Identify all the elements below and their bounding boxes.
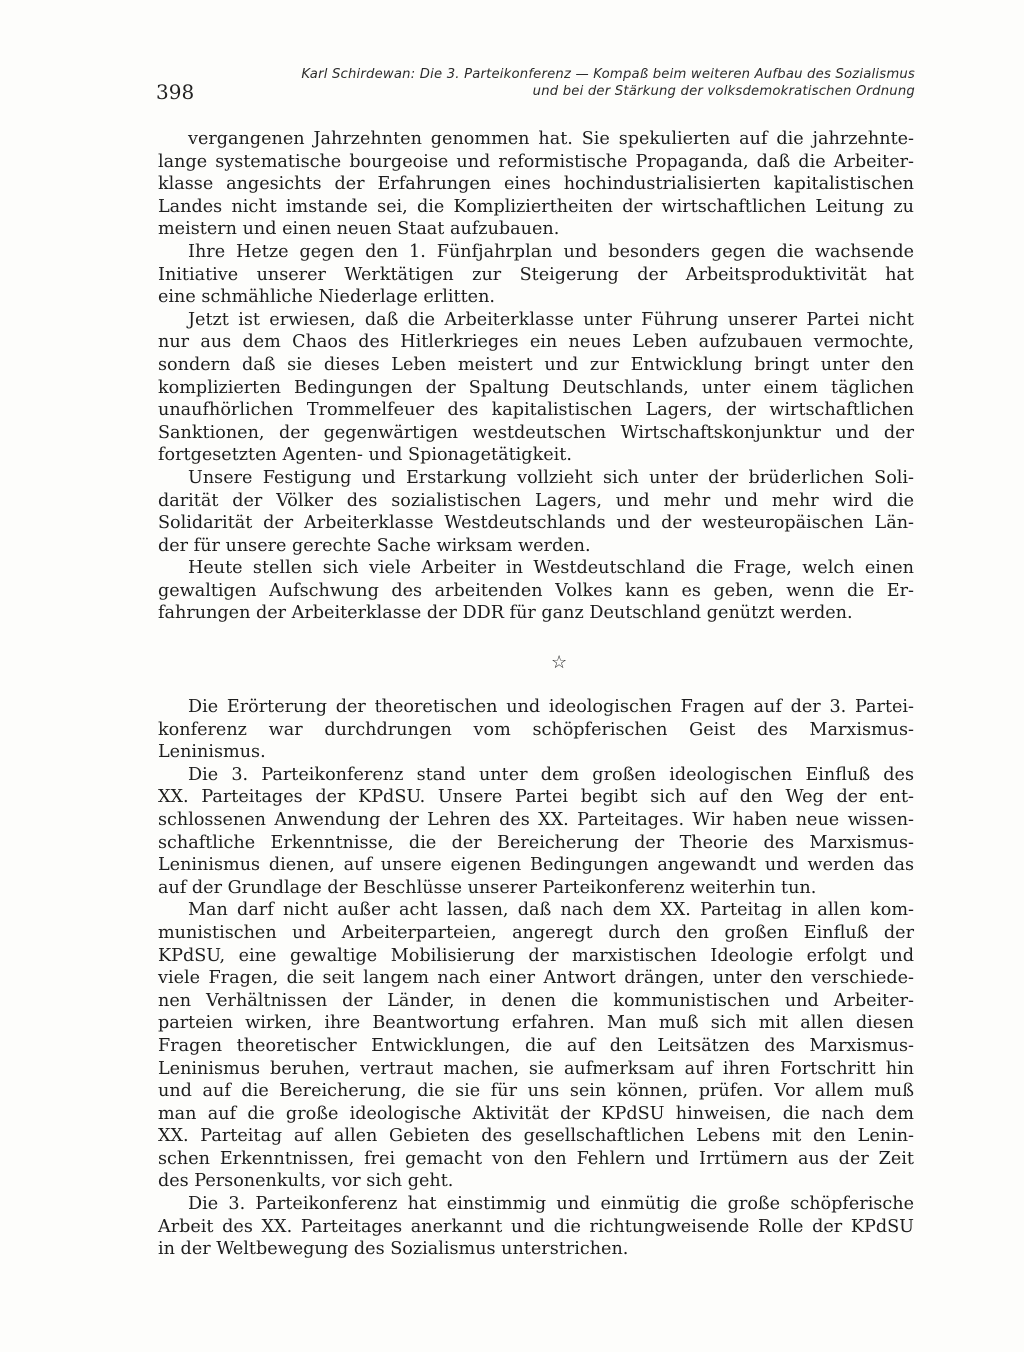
text-line: in der Weltbewegung des Sozialismus unterstrichen. [158,1239,629,1260]
text-line: Fragen theoretischer Entwicklungen, die auf den Leitsätzen des Marxismus- [158,1035,914,1056]
paragraph [158,241,914,309]
text-block-2 [158,696,914,1261]
text-line: Jetzt ist erwiesen, daß die Arbeiterklasse unter Führung unserer Partei nicht [188,309,914,330]
paragraph [158,696,914,764]
text-line: schlossenen Anwendung der Lehren des XX. Parteitages. Wir haben neue wissen- [158,809,914,830]
section-separator-star-icon: ☆ [551,652,568,673]
text-line: XX. Parteitages der KPdSU. Unsere Partei begibt sich auf den Weg der ent- [158,787,914,808]
text-line: Solidarität der Arbeiterklasse Westdeutschlands und der westeuropäischen Län- [158,513,914,534]
paragraph [158,128,914,241]
text-line: der für unsere gerechte Sache wirksam werden. [158,535,591,556]
text-line: eine schmähliche Niederlage erlitten. [158,287,495,308]
text-block-1 [158,128,914,625]
text-line: viele Fragen, die seit langem nach einer Antwort drängen, unter den verschiede- [158,968,914,989]
text-line: Sanktionen, der gegenwärtigen westdeutschen Wirtschaftskonjunktur und der [158,422,914,443]
page-number: 398 [156,80,195,104]
text-line: Die 3. Parteikonferenz hat einstimmig und einmütig die große schöpferische [188,1194,914,1215]
text-line: Heute stellen sich viele Arbeiter in Westdeutschland die Frage, welch einen [188,558,914,579]
text-line: Leninismus. [158,742,266,763]
text-line: munistischen und Arbeiterparteien, angeregt durch den großen Einfluß der [158,922,914,943]
text-line: unaufhörlichen Trommelfeuer des kapitalistischen Lagers, der wirtschaftlichen [158,400,914,421]
text-line: KPdSU, eine gewaltige Mobilisierung der marxistischen Ideologie erfolgt und [158,945,914,966]
text-line: Die 3. Parteikonferenz stand unter dem großen ideologischen Einfluß des [188,764,914,785]
text-line: komplizierten Bedingungen der Spaltung Deutschlands, unter einem täglichen [158,377,914,398]
text-line: Arbeit des XX. Parteitages anerkannt und die richtungweisende Rolle der KPdSU [158,1216,914,1237]
text-line: schen Erkenntnissen, frei gemacht von den Fehlern und Irrtümern aus der Zeit [158,1148,914,1169]
text-line: fahrungen der Arbeiterklasse der DDR für ganz Deutschland genützt werden. [158,603,853,624]
text-line: und auf die Bereicherung, die sie für uns sein können, prüfen. Vor allem muß [158,1081,914,1102]
running-header-line-2: und bei der Stärkung der volksdemokratischen Ordnung [532,84,915,99]
text-line: Initiative unserer Werktätigen zur Steigerung der Arbeitsproduktivität hat [158,264,914,285]
text-line: Unsere Festigung und Erstarkung vollzieht sich unter der brüderlichen Soli- [188,467,914,488]
text-line: gewaltigen Aufschwung des arbeitenden Volkes kann es geben, wenn die Er- [158,580,914,601]
text-line: des Personenkults, vor sich geht. [158,1171,454,1192]
text-line: Die Erörterung der theoretischen und ideologischen Fragen auf der 3. Partei- [188,697,914,717]
text-line: fortgesetzten Agenten- und Spionagetätigkeit. [158,445,572,466]
text-line: darität der Völker des sozialistischen Lagers, und mehr und mehr wird die [158,490,914,511]
text-line: Leninismus dienen, auf unsere eigenen Bedingungen angewandt und werden das [158,855,914,876]
text-line: lange systematische bourgeoise und reformistische Propaganda, daß die Arbeiter- [158,151,914,172]
text-line: nen Verhältnissen der Länder, in denen die kommunistischen und Arbeiter- [158,990,914,1011]
paragraph [158,764,914,900]
text-line: auf der Grundlage der Beschlüsse unserer Parteikonferenz weiterhin tun. [158,877,817,898]
text-line: vergangenen Jahrzehnten genommen hat. Sie spekulierten auf die jahrzehnte- [188,129,914,149]
text-line: nur aus dem Chaos des Hitlerkrieges ein neues Leben aufzubauen vermochte, [158,332,914,353]
text-line: Landes nicht imstande sei, die Kompliziertheiten der wirtschaftlichen Leitung zu [158,196,914,217]
text-line: Ihre Hetze gegen den 1. Fünfjahrplan und besonders gegen die wachsende [188,241,914,262]
paragraph [158,309,914,467]
text-line: parteien wirken, ihre Beantwortung erfahren. Man muß sich mit allen diesen [158,1013,914,1034]
running-header [250,66,915,100]
paragraph [158,467,914,557]
paragraph [158,557,914,625]
text-line: Man darf nicht außer acht lassen, daß nach dem XX. Parteitag in allen kom- [188,900,914,921]
text-line: sondern daß sie dieses Leben meistert und zur Entwicklung bringt unter den [158,354,914,375]
text-line: klasse angesichts der Erfahrungen eines hochindustrialisierten kapitalistischen [158,174,914,195]
text-line: Leninismus beruhen, vertraut machen, sie aufmerksam auf ihren Fortschritt hin [158,1058,914,1079]
paragraph [158,899,914,1193]
text-line: meistern und einen neuen Staat aufzubauen. [158,219,560,240]
text-line: konferenz war durchdrungen vom schöpferischen Geist des Marxismus- [158,719,914,740]
paragraph [158,1193,914,1261]
running-header-line-1: Karl Schirdewan: Die 3. Parteikonferenz — Kompaß beim weiteren Aufbau des Sozialismus [301,67,915,82]
text-line: XX. Parteitag auf allen Gebieten des gesellschaftlichen Lebens mit den Lenin- [158,1126,914,1147]
text-line: man auf die große ideologische Aktivität der KPdSU hinweisen, die nach dem [158,1103,914,1124]
text-line: schaftliche Erkenntnisse, die der Bereicherung der Theorie des Marxismus- [158,832,914,853]
